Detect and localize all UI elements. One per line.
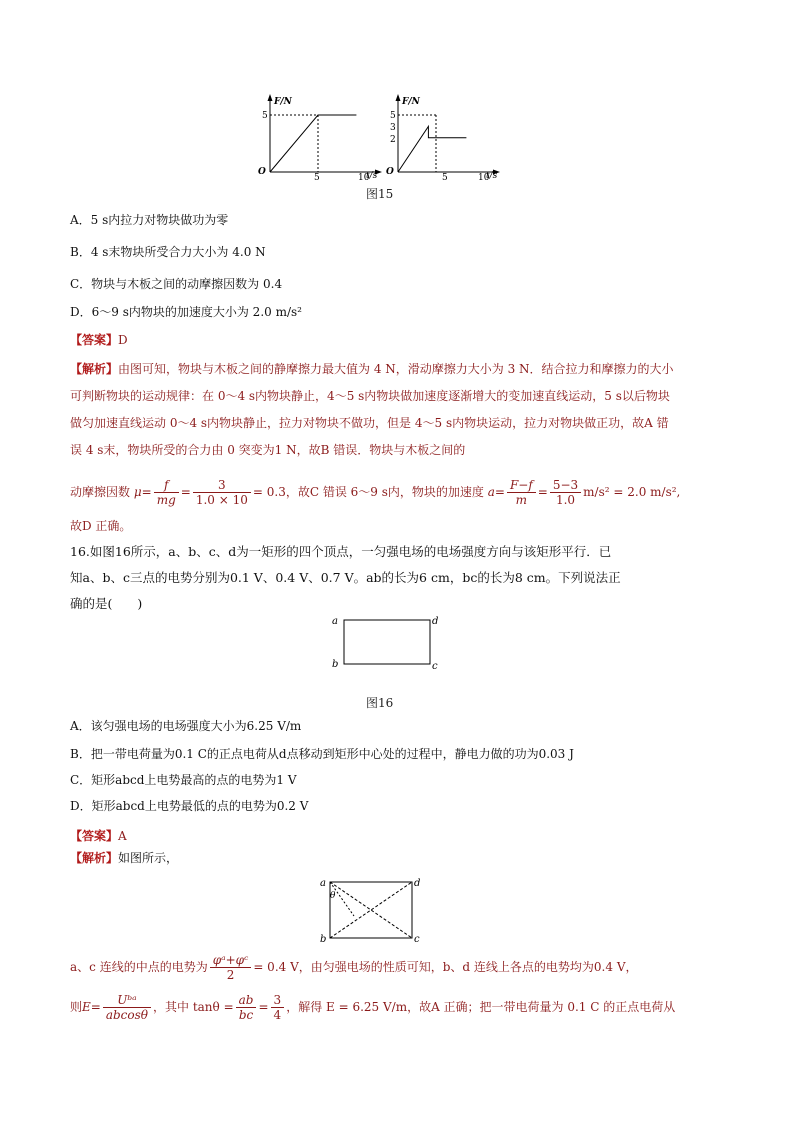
vertex-d-label: d [432,616,439,627]
a-num-2: 5−3 [550,478,581,493]
l2-num-2: ab [236,993,257,1008]
l2-num-3: 3 [271,993,285,1008]
q16-answer [70,826,127,846]
mu-frac-2 [193,478,251,507]
graph-1-xlabel: t/s [366,171,378,181]
l2-e-symbol: E [82,1000,91,1014]
q16-expl-line-1 [70,952,638,982]
exp-vertex-a: a [320,878,326,889]
mu-den-1: mg [156,493,176,507]
q15-expl-text: 由图可知，物块与木板之间的静摩擦力最大值为 4 N，滑动摩擦力大小为 3 N．结合拉力和摩擦力的大小可判断物块的运动规律：在 0～4 s内物块静止，4～5 s内物块做加速度逐渐增大的变加速直线运动，5 s以后物块做匀加速直线运动 0～4 s内物块静止，拉力对物块不做功，但是 4～5 s内物块运动，拉力对物块做正功，故A 错误 4 s末，物块所受的合力由 0 突变为1 N，故B 错误．物块与木板之间的 [70,362,674,457]
q16-stem-3: 确的是( ) [70,596,143,611]
q16-option-c: C．矩形abcd上电势最高的点的电势为1 V [70,773,297,787]
graph-1 [258,94,382,183]
q15-expl-tag: 【解析】 [70,362,119,376]
graph-2-series-line [398,126,466,172]
q15-answer-value: D [118,333,128,347]
figure-16-caption: 图16 [366,696,394,710]
mu-suffix: = 0.3，故C 错误 6～9 s内，物块的加速度 [252,485,484,499]
l2-den-3: 4 [273,1008,282,1022]
q16-option-a: A．该匀强电场的电场强度大小为6.25 V/m [70,719,302,733]
l2-frac-2 [236,993,257,1022]
q16-stem-1: 16.如图16所示，a、b、c、d为一矩形的四个顶点，一匀强电场的电场强度方向与该矩形平行．已 [70,544,612,559]
exp-vertex-d: d [414,878,421,889]
exp-vertex-b: b [320,934,327,945]
graph-1-xtick-10: 10 [358,173,370,183]
mu-frac-1 [154,478,179,507]
exp-vertex-c: c [414,934,420,945]
q16-answer-value: A [118,829,127,843]
graph-2-ytick-5: 5 [390,111,396,121]
mu-prefix: 动摩擦因数 [70,485,131,499]
q16-option-b: B．把一带电荷量为0.1 C的正点电荷从d点移动到矩形中心处的过程中，静电力做的功为0.03 J [70,747,574,761]
q15-option-b: B．4 s末物块所受合力大小为 4.0 N [70,245,266,259]
q15-expl-end: 故D 正确。 [70,519,132,533]
q16-explanation-figure [316,872,436,944]
q15-answer-tag: 【答案】 [70,333,119,347]
a-num-1: F−f [507,478,536,493]
vertex-c-label: c [432,661,438,672]
theta-label: θ [330,891,336,901]
diagonal-bd [330,882,412,938]
l2-mid: ，其中 tanθ = [153,1000,234,1014]
vertex-b-label: b [332,659,339,670]
q15-option-c: C．物块与木板之间的动摩擦因数为 0.4 [70,277,283,291]
figure-15-graphs [258,92,502,183]
graph-2-xtick-10: 10 [478,173,490,183]
rectangle-abcd [344,620,430,664]
q16-expl-intro-text: 如图所示， [118,851,179,865]
q15-mu-formula: 动摩擦因数 μ= $\frac{f}{mg}$ = $\frac{3}{1.0 \times 10}$ = 0.3，故C 错误 6～9 s内，物块的加速度 a= $\frac{F-f}{m}$ = $\frac{5-3}{1.0}$ m/s² = 2.0 m/s², [70,478,681,507]
mu-den-2: 1.0 × 10 [195,493,248,507]
graph-1-origin: O [258,167,266,177]
l2-prefix: 则 [70,1000,83,1014]
l2-den-1: abcosθ [105,1008,149,1022]
figure-15 [258,92,502,183]
l2-den-2: bc [238,1008,254,1022]
a-den-2: 1.0 [555,493,576,507]
graph-2-ytick-3: 3 [390,123,396,133]
l1-prefix: a、c 连线的中点的电势为 [70,960,208,974]
figure-16 [326,612,446,674]
a-symbol: a [487,485,495,499]
figure-15-caption: 图15 [366,187,394,201]
l1-suffix: = 0.4 V，由匀强电场的性质可知，b、d 连线上各点的电势均为0.4 V， [253,960,638,974]
mu-symbol: μ [133,485,142,499]
q16-stem-2: 知a、b、c三点的电势分别为0.1 V、0.4 V、0.7 V。ab的长为6 cm，bc的长为8 cm。下列说法正 [70,570,621,585]
graph-2-xtick-5: 5 [442,173,448,183]
a-frac-2 [550,478,581,507]
graph-2-ylabel: F/N [402,97,420,107]
q15-explanation [70,356,680,464]
a-suffix: m/s² = 2.0 m/s², [583,485,681,499]
a-den-1: m [515,493,528,507]
explanation-rectangle [330,882,412,938]
q16-expl-tag: 【解析】 [70,851,119,865]
q15-option-d: D．6～9 s内物块的加速度大小为 2.0 m/s² [70,305,302,319]
l2-suffix: ，解得 E = 6.25 V/m，故A 正确；把一带电荷量为 0.1 C 的正点电荷从 [286,1000,676,1014]
l1-frac [210,953,252,982]
vertex-a-label: a [332,616,338,627]
graph-2-xlabel: t/s [486,171,498,181]
q15-answer [70,330,128,350]
q15-option-a: A．5 s内拉力对物块做功为零 [70,213,229,227]
q16-expl-line-2: 则E= $\frac{\text{Uᵇᵃ}}{abcos\theta}$ ，其中 tanθ = $\frac{ab}{bc}$ = $\frac{3}{4}$ ，解得 E = 6.25 V/m，故A 正确；把一带电荷量为 0.1 C 的正点电荷从 [70,993,676,1022]
q16-expl-intro [70,848,178,868]
mu-num-1: f [154,478,179,493]
graph-1-ylabel: F/N [274,97,292,107]
diagonal-ac [330,882,412,938]
graph-2-ytick-2: 2 [390,135,396,145]
graph-2-origin: O [386,167,394,177]
a-frac-1 [507,478,536,507]
l2-frac-1 [103,993,151,1022]
graph-1-xtick-5: 5 [314,173,320,183]
l1-den: 2 [226,968,235,982]
mu-num-2: 3 [193,478,251,493]
l2-frac-3 [271,993,285,1022]
l2-num-1: Uᵇᵃ [103,993,151,1008]
l1-num: φᵃ+φᶜ [210,953,252,968]
graph-2 [386,94,500,183]
graph-1-series-line [270,115,356,172]
graph-1-ytick-5: 5 [262,111,268,121]
q16-answer-tag: 【答案】 [70,829,119,843]
q16-option-d: D．矩形abcd上电势最低的点的电势为0.2 V [70,799,309,813]
